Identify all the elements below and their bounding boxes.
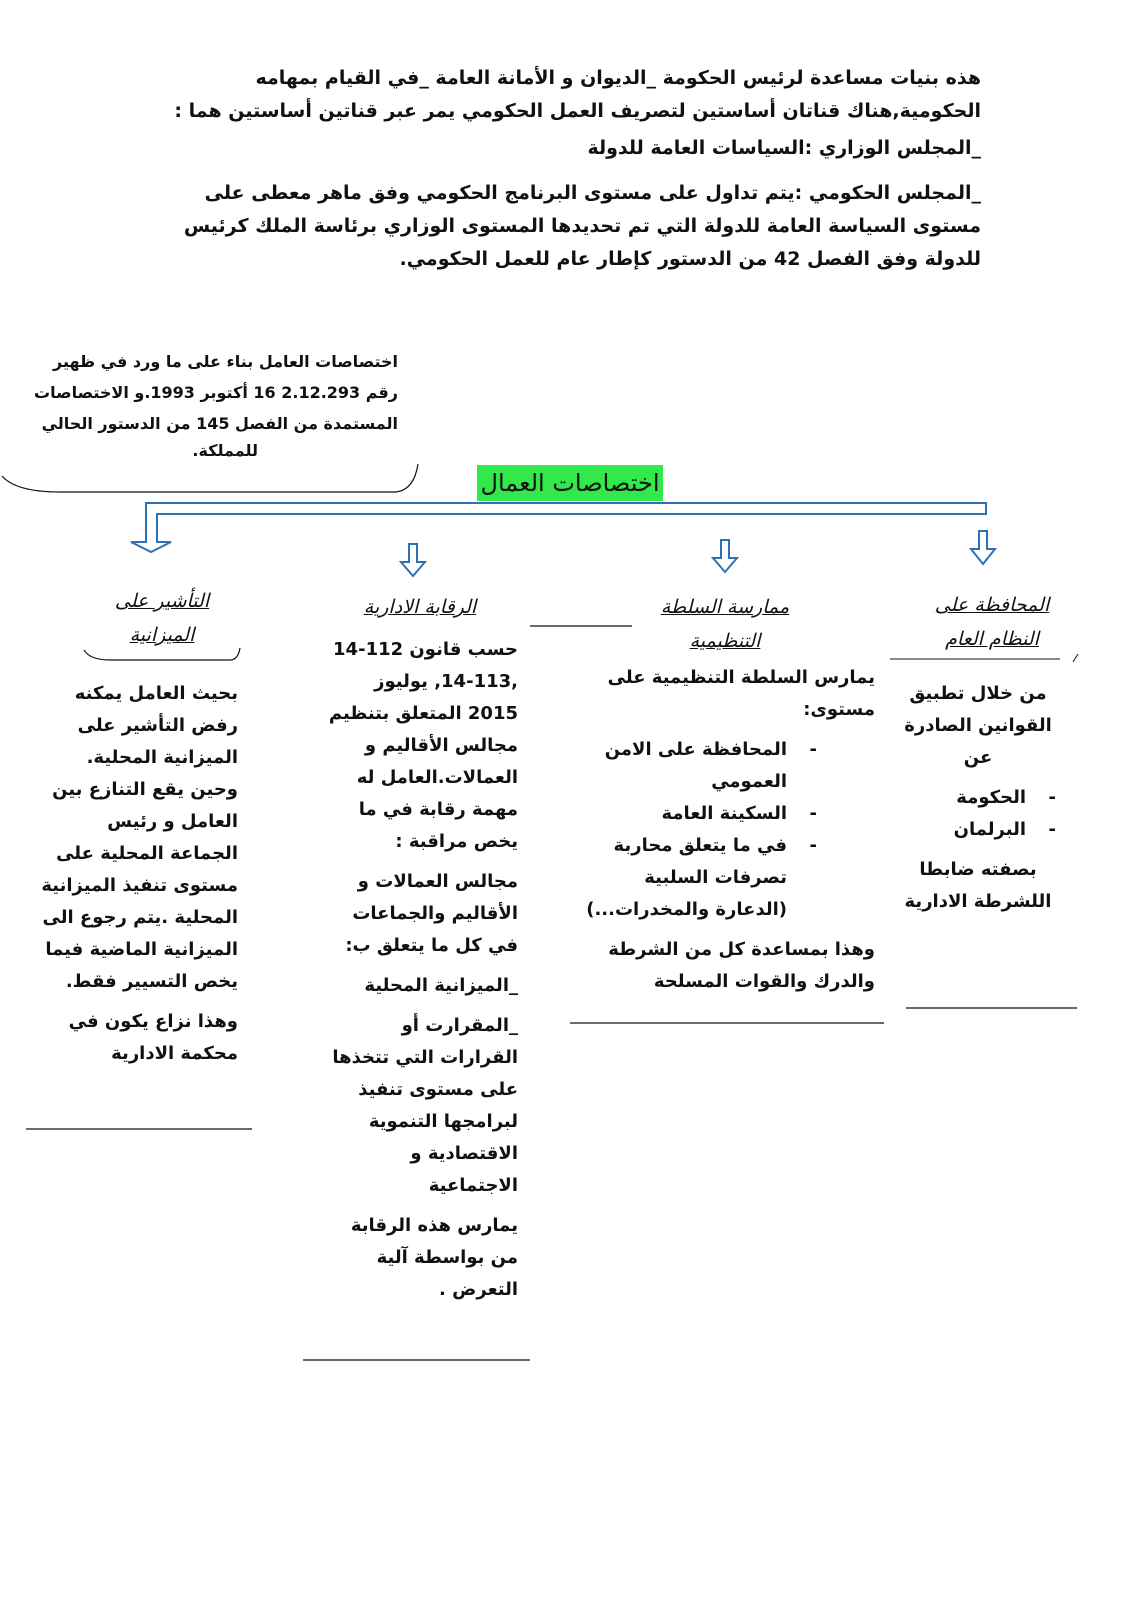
note-line-4: للمملكة. (192, 441, 258, 460)
column-2-outro: وهذا بمساعدة كل من الشرطة والدرك والقوات المسلحة (608, 939, 875, 992)
note-line-3: المستمدة من الفصل 145 من الدستور الحالي (41, 414, 398, 433)
column-2-item: - المحافظة على الامن العمومي (585, 734, 787, 798)
column-3-paragraph: _الميزانية المحلية (364, 975, 518, 996)
column-3-body (320, 634, 518, 1314)
divider-line (1073, 654, 1078, 662)
column-4-body (38, 678, 238, 1078)
intro-paragraph-2: _المجلس الوزاري :السياسات العامة للدولة (587, 137, 981, 159)
note-line-2: رقم 2.12.293 16 أكتوبر 1993.و الاختصاصات (34, 383, 398, 402)
column-2-item: - في ما يتعلق محاربة تصرفات السلبية (الدعارة والمخدرات...) (585, 830, 787, 926)
column-3-paragraph: _المقرارت أو القرارات التي تتخذها على مستوى تنفيذ لبرامجها التنموية الاقتصادية و الاجتماعية (332, 1015, 518, 1196)
column-1-body (898, 678, 1058, 926)
intro-paragraph-3-text: _المجلس الحكومي :يتم تداول على مستوى البرنامج الحكومي وفق ماهر معطى على مستوى السياسة العامة للدولة التي تم تحديدها المستوى الوزاري برئاسة الملك كرئيس للدولة وفق الفصل (183, 182, 981, 270)
column-2-list (585, 734, 875, 926)
arrow-down-icon (401, 544, 425, 576)
intro-paragraph-1: هذه بنيات مساعدة لرئيس الحكومة _الديوان و الأمانة العامة _في القيام بمهامه الحكومية,هناك قناتان أساستين لتصريف العمل الحكومي يمر عبر قناتين أساستين هما : (174, 67, 981, 122)
column-1-outro: بصفته ضابطا اللشرطة الادارية (904, 859, 1052, 912)
column-3-paragraph: حسب قانون 112-14 ,113-14, يوليوز 2015 المتعلق بتنظيم مجالس الأقاليم و العمالات.العامل له مهمة رقابة في ما يخص مراقبة : (328, 639, 518, 852)
column-1-list (898, 782, 1058, 846)
column-1-item: - الحكومة (898, 782, 1026, 814)
column-3-paragraph: مجالس العمالات و الأقاليم والجماعات في كل ما يتعلق ب: (345, 871, 518, 956)
column-4-paragraph: بحيث العامل يمكنه رفض التأشير على الميزانية المحلية. وحين يقع التنازع بين العامل و رئيس الجماعة المحلية على مستوى تنفيذ الميزانية المحلية .يتم رجوع الى الميزانية الماضية فيما يخص التسيير فقط. (41, 683, 238, 992)
connector-bar (131, 503, 986, 552)
column-1-item: - البرلمان (898, 814, 1026, 846)
note-bracket (2, 464, 418, 492)
note-line-1: اختصاصات العامل بناء على ما ورد في ظهير (52, 352, 398, 371)
column-1-intro: من خلال تطبيق القوانين الصادرة عن (904, 683, 1052, 768)
column-4-paragraph: وهذا نزاع يكون في محكمة الادارية (68, 1011, 238, 1064)
column-4-heading: التأشير على الميزانية (114, 590, 210, 646)
intro-paragraph-3-end: من الدستور كإطار عام للعمل الحكومي. (399, 248, 768, 270)
diagram-title: اختصاصات العمال (477, 465, 663, 501)
column-3-paragraph: يمارس هذه الرقابة من بواسطة آلية التعرض . (350, 1215, 518, 1300)
column-3-heading: الرقابة الادارية (363, 596, 477, 618)
arrow-down-icon (713, 540, 737, 572)
column-2-heading: ممارسة السلطة التنظيمية (660, 596, 790, 652)
intro-paragraph-3-number: 42 (773, 248, 801, 270)
column-2-intro: يمارس السلطة التنظيمية على مستوى: (607, 667, 875, 720)
column-2-body (585, 662, 875, 1006)
arrow-down-icon (971, 531, 995, 564)
column-1-heading: المحافظة على النظام العام (934, 594, 1050, 650)
column-2-item: - السكينة العامة (585, 798, 787, 830)
